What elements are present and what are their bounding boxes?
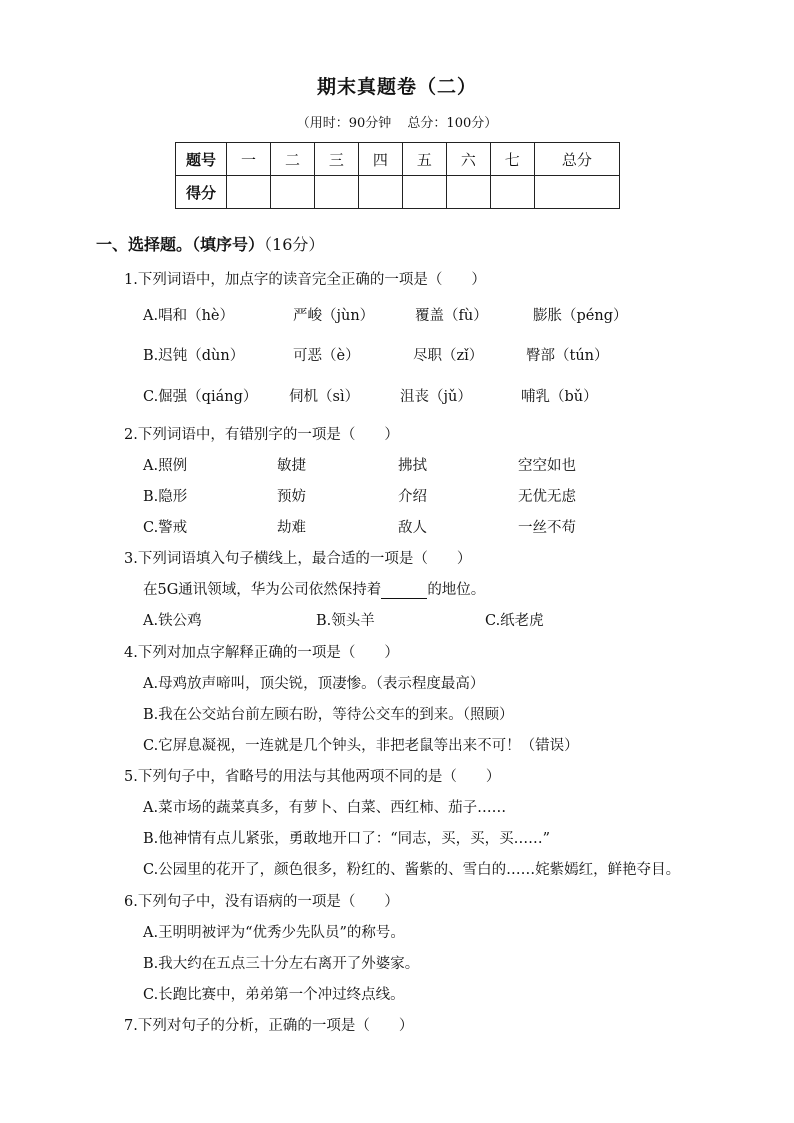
q4-option-a: A.母鸡放声啼叫，顶尖锐，顶凄惨。（表示程度最高） bbox=[143, 676, 485, 692]
score-cell[interactable] bbox=[227, 176, 271, 209]
question-7-stem: 7.下列对句子的分析，正确的一项是（ ） bbox=[124, 1018, 414, 1034]
question-3-option-row bbox=[143, 609, 763, 631]
score-col-7: 七 bbox=[490, 143, 534, 176]
score-col-5: 五 bbox=[402, 143, 446, 176]
question-1-option-row-c bbox=[143, 385, 763, 407]
section-heading bbox=[96, 232, 324, 255]
question-4-stem: 4.下列对加点字解释正确的一项是（ ） bbox=[124, 645, 399, 661]
question-2-option-row-c bbox=[143, 516, 763, 538]
score-cell[interactable] bbox=[358, 176, 402, 209]
q2-a-1: A.照例 bbox=[143, 458, 188, 474]
q2-b-2: 预妨 bbox=[277, 489, 306, 505]
q2-a-4: 空空如也 bbox=[518, 458, 576, 474]
q5-option-c: C.公园里的花开了，颜色很多，粉红的、酱紫的、雪白的……姹紫嫣红，鲜艳夺目。 bbox=[143, 862, 681, 878]
q4-option-b: B.我在公交站台前左顾右盼，等待公交车的到来。（照顾） bbox=[143, 707, 514, 723]
score-cell[interactable] bbox=[270, 176, 314, 209]
q6-option-c: C.长跑比赛中，弟弟第一个冲过终点线。 bbox=[143, 987, 405, 1003]
section-points: （16分） bbox=[264, 235, 325, 254]
q2-b-1: B.隐形 bbox=[143, 489, 188, 505]
page-title: 期末真题卷（二） bbox=[316, 76, 477, 98]
score-col-1: 一 bbox=[227, 143, 271, 176]
score-table-row2-head: 得分 bbox=[176, 176, 227, 209]
score-cell[interactable] bbox=[534, 176, 619, 209]
q2-b-4: 无优无虑 bbox=[518, 489, 576, 505]
q1-b-4: 臀部（tún） bbox=[526, 348, 609, 364]
q1-a-2: 严峻（jùn） bbox=[293, 308, 375, 324]
question-3-sentence bbox=[143, 578, 485, 599]
score-col-3: 三 bbox=[314, 143, 358, 176]
q1-c-3: 沮丧（jǔ） bbox=[400, 389, 472, 405]
section-note: （填序号） bbox=[192, 235, 265, 254]
exam-total: 总分：100分） bbox=[407, 116, 498, 131]
q5-option-b: B.他神情有点儿紧张，勇敢地开口了：“同志，买，买，买……” bbox=[143, 831, 551, 847]
q2-a-3: 拂拭 bbox=[398, 458, 427, 474]
q2-b-3: 介绍 bbox=[398, 489, 427, 505]
score-table-row1-head: 题号 bbox=[176, 143, 227, 176]
score-col-total: 总分 bbox=[534, 143, 619, 176]
question-2-option-row-b bbox=[143, 485, 763, 507]
q1-c-4: 哺乳（bǔ） bbox=[521, 389, 598, 405]
section-title: 一、选择题。 bbox=[96, 235, 193, 254]
q2-c-2: 劫难 bbox=[277, 520, 306, 536]
score-col-2: 二 bbox=[270, 143, 314, 176]
q2-c-3: 敌人 bbox=[398, 520, 427, 536]
question-1-stem: 1.下列词语中，加点字的读音完全正确的一项是（ ） bbox=[124, 272, 486, 288]
score-table bbox=[175, 142, 620, 209]
exam-time: （用时：90分钟 bbox=[296, 116, 392, 131]
question-3-stem: 3.下列词语填入句子横线上，最合适的一项是（ ） bbox=[124, 551, 472, 567]
fill-blank[interactable] bbox=[381, 584, 427, 599]
q1-c-2: 伺机（sì） bbox=[289, 389, 360, 405]
q2-a-2: 敏捷 bbox=[277, 458, 306, 474]
q1-a-4: 膨胀（péng） bbox=[533, 308, 628, 324]
score-table-header-row bbox=[176, 143, 620, 176]
q3-sentence-after: 的地位。 bbox=[427, 582, 486, 598]
q1-b-3: 尽职（zǐ） bbox=[413, 348, 484, 364]
score-cell[interactable] bbox=[446, 176, 490, 209]
exam-meta bbox=[0, 112, 794, 131]
q3-option-b: B.领头羊 bbox=[316, 613, 375, 629]
question-1-option-row-a bbox=[143, 304, 763, 326]
q5-option-a: A.菜市场的蔬菜真多，有萝卜、白菜、西红柿、茄子…… bbox=[143, 800, 507, 816]
q2-c-4: 一丝不苟 bbox=[518, 520, 576, 536]
q1-b-1: B.迟钝（dùn） bbox=[143, 348, 245, 364]
question-1-option-row-b bbox=[143, 344, 763, 366]
question-5-stem: 5.下列句子中，省略号的用法与其他两项不同的是（ ） bbox=[124, 769, 501, 785]
score-cell[interactable] bbox=[314, 176, 358, 209]
score-table-score-row bbox=[176, 176, 620, 209]
q6-option-b: B.我大约在五点三十分左右离开了外婆家。 bbox=[143, 956, 420, 972]
question-6-stem: 6.下列句子中，没有语病的一项是（ ） bbox=[124, 894, 399, 910]
q6-option-a: A.王明明被评为“优秀少先队员”的称号。 bbox=[143, 925, 405, 941]
q1-a-3: 覆盖（fù） bbox=[415, 308, 488, 324]
score-cell[interactable] bbox=[402, 176, 446, 209]
q1-a-1: A.唱和（hè） bbox=[143, 308, 234, 324]
score-col-4: 四 bbox=[358, 143, 402, 176]
q3-sentence-before: 在5G通讯领域，华为公司依然保持着 bbox=[143, 582, 382, 598]
score-col-6: 六 bbox=[446, 143, 490, 176]
q3-option-a: A.铁公鸡 bbox=[143, 613, 202, 629]
score-cell[interactable] bbox=[490, 176, 534, 209]
question-2-stem: 2.下列词语中，有错别字的一项是（ ） bbox=[124, 427, 399, 443]
q2-c-1: C.警戒 bbox=[143, 520, 188, 536]
q3-option-c: C.纸老虎 bbox=[485, 613, 544, 629]
q1-c-1: C.倔强（qiáng） bbox=[143, 389, 258, 405]
question-2-option-row-a bbox=[143, 454, 763, 476]
q1-b-2: 可恶（è） bbox=[293, 348, 360, 364]
q4-option-c: C.它屏息凝视，一连就是几个钟头，非把老鼠等出来不可！（错误） bbox=[143, 738, 579, 754]
